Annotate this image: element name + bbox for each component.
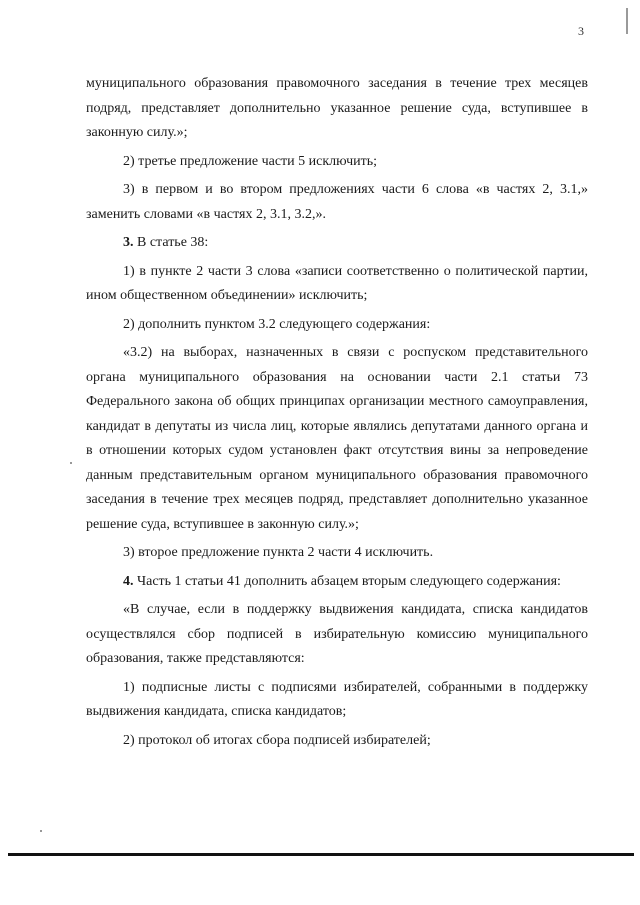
paragraph-3: 3) в первом и во втором предложениях части 6 слова «в частях 2, 3.1,» заменить словами «в частях 2, 3.1, 3.2,». xyxy=(86,182,588,222)
paragraph-6: 2) дополнить пунктом 3.2 следующего содержания: xyxy=(123,316,431,332)
paragraph-11: 1) подписные листы с подписями избирателей, собранными в поддержку выдвижения кандидата, списка кандидатов; xyxy=(86,679,588,719)
scan-speck xyxy=(40,830,42,832)
paragraph-1: муниципального образования правомочного заседания в течение трех месяцев подряд, представляет дополнительно указанное решение суда, вступившее в законную силу.»; xyxy=(86,76,588,140)
paragraph-8: 3) второе предложение пункта 2 части 4 исключить. xyxy=(123,545,434,560)
section-number: 3. xyxy=(123,235,134,250)
paragraph-7: «3.2) на выборах, назначенных в связи с роспуском представительного органа муниципального образования на основании части 2.1 статьи 73 Федерального закона об общих принципах организации местного самоуправления, кандидат в депутаты из числа лиц, которые являлись депутатами данного органа и в отношении которых судом установлен факт отсутствия вины за непроведение данным представительным органом муниципального образования правомочного заседания в течение трех месяцев подряд, представляет дополнительно указанное решение суда, вступившее в законную силу.»; xyxy=(86,345,588,532)
paragraph-10: «В случае, если в поддержку выдвижения кандидата, списка кандидатов осуществлялся сбор подписей в избирательную комиссию муниципального образования, также представляются: xyxy=(86,602,588,666)
scan-speck xyxy=(70,462,72,464)
section-4-heading: 4. Часть 1 статьи 41 дополнить абзацем вторым следующего содержания: xyxy=(123,573,561,589)
section-number: 4. xyxy=(123,573,134,589)
section-3-heading: 3. В статье 38: xyxy=(123,235,209,250)
edge-mark xyxy=(626,8,628,34)
bottom-rule xyxy=(8,853,634,856)
page-number: 3 xyxy=(578,24,584,38)
document-body xyxy=(86,72,588,757)
paragraph-2: 2) третье предложение части 5 исключить; xyxy=(123,153,377,169)
paragraph-12: 2) протокол об итогах сбора подписей избирателей; xyxy=(123,732,431,748)
paragraph-5: 1) в пункте 2 части 3 слова «записи соответственно о политической партии, ином общественном объединении» исключить; xyxy=(86,263,588,303)
